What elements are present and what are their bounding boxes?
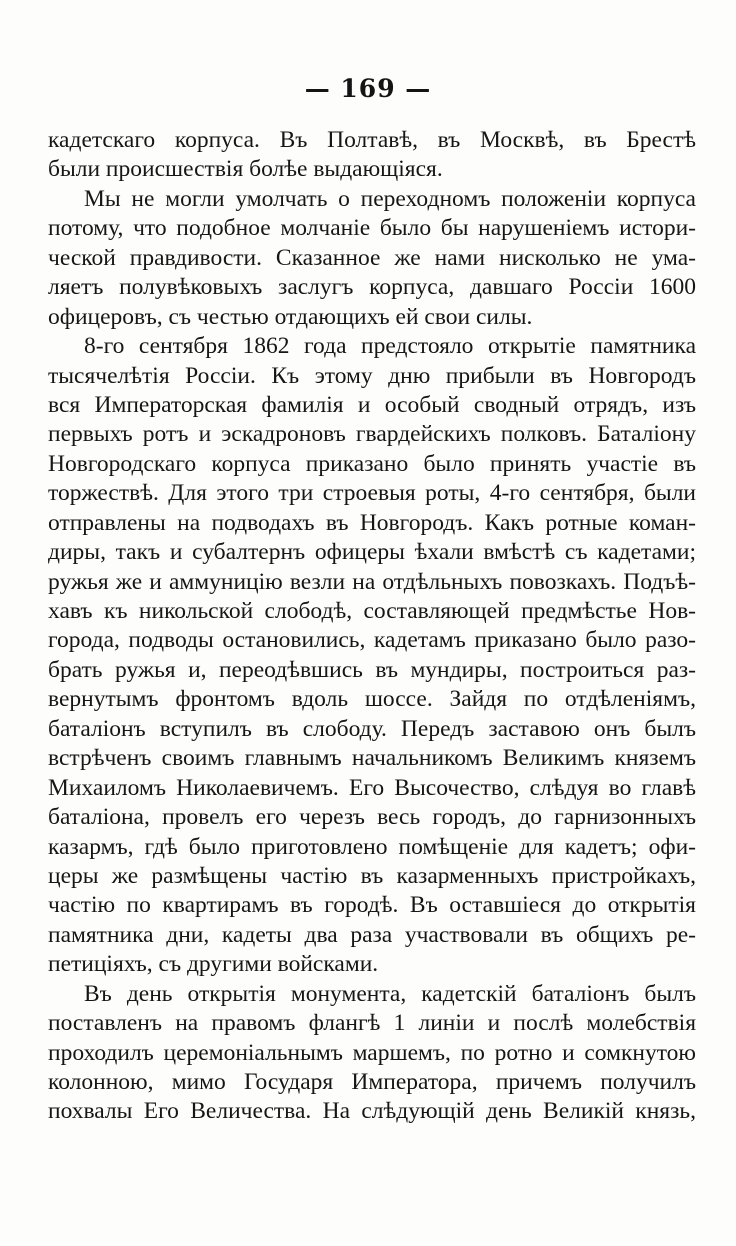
page-number: — 169 — — [304, 74, 432, 103]
paragraph — [48, 980, 696, 1127]
text-line: Въ день открытія монумента, кадетскій баталіонъ былъ — [84, 980, 696, 1007]
text-line: города, подводы остановились, кадетамъ приказано было разо- — [48, 627, 696, 654]
text-line: кадетскаго корпуса. Въ Полтавѣ, въ Москвѣ, въ Брестѣ — [48, 127, 696, 153]
text-line: ляетъ полувѣковыхъ заслугъ корпуса, давшаго Россіи 1600 — [48, 274, 696, 301]
text-line: похвалы Его Величества. На слѣдующій день Великій князь, — [48, 1098, 696, 1125]
text-line: ружья же и аммуницію везли на отдѣльныхъ повозкахъ. Подъѣ- — [48, 568, 696, 595]
text-line: встрѣченъ своимъ главнымъ начальникомъ Великимъ княземъ — [48, 745, 696, 772]
body-text — [48, 126, 696, 1127]
text-line: 8-го сентября 1862 года предстояло открытіе памятника — [84, 333, 696, 360]
text-line: первыхъ ротъ и эскадроновъ гвардейскихъ полковъ. Баталіону — [48, 421, 696, 448]
text-line: офицеровъ, съ честью отдающихъ ей свои силы. — [48, 303, 533, 330]
text-line: Новгородскаго корпуса приказано было принять участіе въ — [48, 450, 696, 477]
text-line: церы же размѣщены частію въ казарменныхъ пристройкахъ, — [48, 862, 696, 889]
text-line: потому, что подобное молчаніе было бы нарушеніемъ истори- — [48, 215, 696, 242]
text-line: баталіона, провелъ его черезъ весь городъ, до гарнизонныхъ — [48, 804, 696, 831]
text-line: отправлены на подводахъ въ Новгородъ. Какъ ротные коман- — [48, 509, 696, 536]
text-line: тысячелѣтія Россіи. Къ этому дню прибыли въ Новгородъ — [48, 362, 696, 389]
text-line: петиціяхъ, съ другими войсками. — [48, 951, 379, 978]
text-line: памятника дни, кадеты два раза участвовали въ общихъ ре- — [48, 921, 696, 948]
text-line: были происшествія болѣе выдающіяся. — [48, 156, 443, 183]
text-line: частію по квартирамъ въ городѣ. Въ оставшіеся до открытія — [48, 892, 696, 919]
paragraph — [48, 126, 696, 185]
paragraph — [48, 185, 696, 332]
text-line: Мы не могли умолчать о переходномъ положеніи корпуса — [84, 185, 696, 212]
text-line: брать ружья и, переодѣвшись въ мундиры, построиться раз- — [48, 656, 696, 683]
text-line: поставленъ на правомъ флангѣ 1 линіи и послѣ молебствія — [48, 1010, 696, 1037]
text-line: колонною, мимо Государя Императора, причемъ получилъ — [48, 1069, 696, 1095]
text-line: торжествѣ. Для этого три строевыя роты, 4-го сентября, были — [48, 480, 696, 507]
text-line: диры, такъ и субалтернъ офицеры ѣхали вмѣстѣ съ кадетами; — [48, 539, 696, 566]
text-line: проходилъ церемоніальнымъ маршемъ, по ротно и сомкнутою — [48, 1039, 696, 1066]
text-line: Михаиломъ Николаевичемъ. Его Высочество, слѣдуя во главѣ — [48, 774, 696, 801]
text-line: казармъ, гдѣ было приготовлено помѣщеніе для кадетъ; офи- — [48, 833, 696, 860]
text-line: баталіонъ вступилъ въ слободу. Передъ заставою онъ былъ — [48, 715, 696, 742]
paragraph — [48, 332, 696, 980]
text-line: ческой правдивости. Сказанное же нами нисколько не ума- — [48, 244, 696, 271]
text-line: хавъ къ никольской слободѣ, составляющей предмѣстье Нов- — [48, 598, 696, 624]
text-line: вся Императорская фамилія и особый сводный отрядъ, изъ — [48, 391, 696, 418]
text-line: вернутымъ фронтомъ вдоль шоссе. Зайдя по отдѣленіямъ, — [48, 686, 696, 713]
